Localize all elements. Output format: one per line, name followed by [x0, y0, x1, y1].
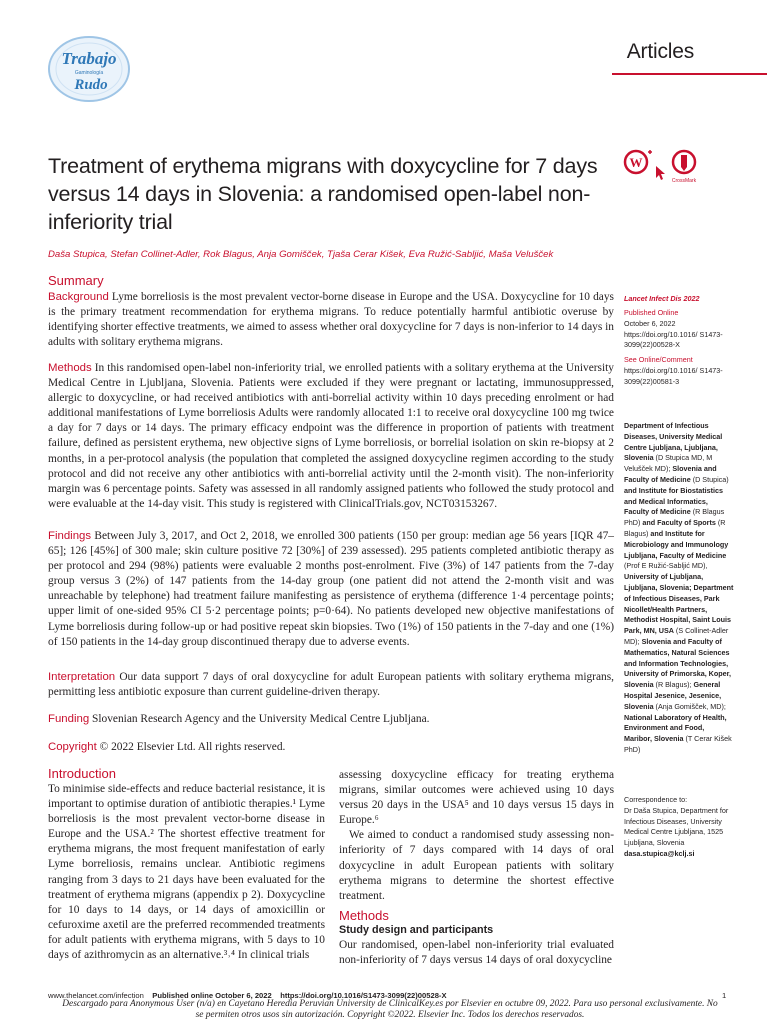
article-badges [622, 148, 702, 188]
crossmark-icon[interactable] [672, 151, 697, 184]
affiliation-bold: National Laboratory of Health, Environment and Food, Maribor, Slovenia [624, 712, 727, 744]
correspondence-label: Correspondence to: [624, 795, 688, 804]
see-comment-doi[interactable]: https://doi.org/10.1016/ S1473-3099(22)00581-3 [624, 365, 723, 386]
footer-doi-link[interactable]: https://doi.org/10.1016/S1473-3099(22)00528-X [280, 991, 447, 1000]
article-title: Treatment of erythema migrans with doxycycline for 7 days versus 14 days in Slovenia: a randomised open-label non-inferiority trial [48, 154, 598, 234]
affiliation-names: (R Blagus) [624, 518, 726, 538]
intro-paragraph: We aimed to conduct a randomised study assessing non-inferiority of 7 days compared with 14 days of oral doxycycline in adult European patients with solitary erythema migrans to determine the shortest effective treatment. [339, 829, 614, 902]
affiliation-bold: University of Ljubljana, Ljubljana, Slovenia; Department of Infectious Diseases, Park Nicollet/Health Partners, Methodist Hospital, Saint Louis Park, MN, USA [624, 572, 734, 636]
findings-text: Between July 3, 2017, and Oct 2, 2018, we enrolled 300 patients (150 per group: median age 56 years [IQR 47–65]; 126 [45%] of 300 male; skin culture positive 72 [30%] of 239 assessed). 295 patients completed antibiotic therapy as per protocol and 294 (98%) patients were evaluable 2 months post-enrolment. Five (3%) of 147 patients from the 7-day group versus 3 (2%) of 147 patients from the 14-day group (one patient did not attend the 2-month visit and was unreachable by telephone) had treatment failure manifesting as persistence of erythema (difference 1·4 percentage points; upper limit of one-sided 95% CI 5·2 percentage points; p=0·64). No patients developed new objective manifestations of Lyme borreliosis during follow-up or had positive repeat skin biopsies. Two (1%) of 150 patients in the 7-day and one (1%) of 150 patients in the 14-day group discontinued therapy due to adverse events. [48, 530, 614, 648]
methods-text: Our randomised, open-label non-inferiority trial evaluated non-inferiority of 7 days versus 14 days of oral doxycycline [339, 939, 614, 967]
affiliation-names: (Anja Gomišček, MD); [653, 701, 726, 711]
affiliation-bold: Slovenia and Faculty of Mathematics, Natural Sciences and Information Technologies, University of Primorska, Koper, Slovenia [624, 636, 732, 690]
journal-citation: Lancet Infect Dis 2022 [624, 294, 700, 303]
affiliation-names: (R Blagus); [653, 680, 694, 690]
affiliation-names: (R Blagus PhD) [624, 507, 725, 528]
svg-text:W: W [629, 155, 643, 170]
background-label: Background [48, 291, 109, 303]
published-online-block [624, 308, 734, 351]
logo-line1: Trabajo [61, 49, 117, 68]
affiliation-bold: and Faculty of Sports [642, 518, 716, 528]
affiliation-bold: General Hospital Jesenice, Jesenice, Slovenia [624, 680, 722, 711]
methods-label: Methods [48, 362, 92, 374]
methods-text: In this randomised open-label non-inferiority trial, we enrolled patients with a solitary erythema at the University Medical Centre in Ljubljana, Slovenia. Patients were excluded if they were pregnant or lactating, immunosuppressed, allergic to doxycycline, or had received antibiotics with anti-borrelial activity within 10 days preceding enrolment or had additional manifestations of Lyme borreliosis Adults were randomly allocated 1:1 to receive oral doxycycline 100 mg twice a day for 7 days or 14 days. The primary efficacy endpoint was the difference in proportion of patients with treatment failure, defined as persistent erythema, new objective signs of Lyme borreliosis, or borrelial isolation on skin re-biopsy at 2 months, in a per-protocol analysis (the population that completed the assigned doxycycline regimen according to the study protocol and did not receive any other antibiotics with anti-borrelial activity until the 2-month visit). The non-inferiority margin was 6 percentage points. Safety was assessed in all randomly assigned patients who followed the study protocol and were evaluable at the 14-day visit. This study is registered with ClinicalTrials.gov, NCT03153267. [48, 362, 614, 510]
published-online-label: Published Online [624, 308, 679, 317]
see-comment-label: See Online/Comment [624, 355, 693, 364]
copyright-text: © 2022 Elsevier Ltd. All rights reserved. [96, 741, 286, 753]
logo-line2: Rudo [74, 77, 108, 93]
methods-heading: Methods [339, 908, 389, 923]
see-comment-block [624, 355, 734, 387]
cursor-icon [656, 166, 665, 180]
affiliation-names: (T Cerar Kišek PhD) [624, 734, 732, 754]
page-number: 1 [722, 991, 727, 1000]
footer-site-link[interactable]: www.thelancet.com/infection [48, 991, 144, 1000]
affiliation-bold: Department of Infectious Diseases, University Medical Centre Ljubljana, Ljubljana, Slovenia [624, 421, 723, 463]
funding-label: Funding [48, 713, 90, 725]
background-text: Lyme borreliosis is the most prevalent vector-borne disease in Europe and the USA. Doxycycline for 10 days is the primary treatment recommendation for erythema migrans. To reduce potentially harmful antibiotic overuse by identifying shorter effective treatments, we aimed to assess whether oral doxycycline for 7 days is non-inferior to 14 days in adults with solitary erythema migrans. [48, 291, 614, 349]
interpretation-label: Interpretation [48, 671, 116, 683]
affiliation-bold: and Institute for Biostatistics and Medical Informatics, Faculty of Medicine [624, 485, 724, 517]
summary-background [48, 290, 614, 350]
summary-methods [48, 361, 614, 512]
affiliations [624, 421, 734, 756]
affiliation-names: (D Stupica) [690, 474, 729, 484]
published-online-doi[interactable]: October 6, 2022 https://doi.org/10.1016/ S1473-3099(22)00528-X [624, 318, 723, 350]
introduction-col2 [339, 768, 614, 904]
open-access-icon[interactable] [625, 150, 652, 173]
affiliation-bold: and Institute for Microbiology and Immunology Ljubljana, Faculty of Medicine [624, 528, 729, 560]
affiliation-names: (Prof E Ružić-Sabljić MD), [624, 561, 708, 571]
funding-text: Slovenian Research Agency and the University Medical Centre Ljubljana. [89, 713, 430, 725]
correspondence-address: Dr Daša Stupica, Department for Infectious Diseases, University Medical Centre Ljubljana, 1525 Ljubljana, Slovenia [624, 805, 729, 848]
affiliation-bold: Slovenia and Faculty of Medicine [624, 464, 717, 484]
copyright-label: Copyright [48, 741, 97, 753]
introduction-col1: To minimise side-effects and reduce bacterial resistance, it is important to optimise duration of antibiotic therapies.¹ Lyme borreliosis is the most prevalent vector-borne disease in Europe and the USA.² The shortest effective treatment for erythema migrans, the most frequent manifestation of early Lyme borreliosis, remains unclear. Antibiotic regimens ranging from 3 days to 21 days have been evaluated for the treatment of erythema migrans (appendix p 2). Doxycycline for 10 days to 14 days, or 14 days of amoxicillin or cefuroxime axetil are the preferred recommended treatments for adult patients with erythema migrans, with 5 days to 10 days of azithromycin as an alternative.³˒⁴ In clinical trials [48, 783, 326, 962]
trabajo-rudo-logo [46, 34, 132, 104]
affiliation-names: (S Collinet-Adler MD); [624, 626, 729, 646]
header-rule [612, 73, 767, 75]
study-design-heading: Study design and participants [339, 924, 494, 936]
footer-published: Published online October 6, 2022 [152, 991, 272, 1000]
correspondence-email[interactable]: dasa.stupica@kclj.si [624, 848, 695, 858]
summary-heading: Summary [48, 273, 104, 288]
summary-copyright [48, 740, 614, 755]
introduction-heading: Introduction [48, 766, 116, 781]
interpretation-text: Our data support 7 days of oral doxycycline for adult European patients with solitary erythema migrans, permitting less antibiotic exposure than current guideline-driven therapy. [48, 671, 614, 699]
summary-interpretation [48, 670, 614, 700]
download-disclaimer: Descargado para Anonymous User (n/a) en Cayetano Heredia Peruvian University de ClinicalKey.es por Elsevier en octubre 09, 2022. Para uso personal exclusivamente. No se permiten otros usos sin autorización. Copyright ©2022. Elsevier Inc. Todos los derechos reservados. [62, 999, 718, 1021]
affiliation-names: (D Stupica MD, M Velušček MD); [624, 453, 713, 474]
logo-tiny: Gaminología [74, 70, 104, 76]
summary-funding [48, 712, 614, 727]
author-list: Daša Stupica, Stefan Collinet-Adler, Rok Blagus, Anja Gomišček, Tjaša Cerar Kišek, Eva Ružić-Sabljić, Maša Velušček [48, 249, 554, 260]
intro-paragraph: assessing doxycycline efficacy for treating erythema migrans, similar outcomes were achieved using 10 days versus 20 days in the USA⁵ and 10 days versus 15 days in Europe.⁶ [339, 769, 614, 827]
findings-label: Findings [48, 530, 92, 542]
correspondence-block [624, 795, 734, 860]
crossmark-label: CrossMark [671, 178, 697, 184]
summary-findings [48, 529, 614, 650]
section-label: Articles [626, 40, 694, 63]
